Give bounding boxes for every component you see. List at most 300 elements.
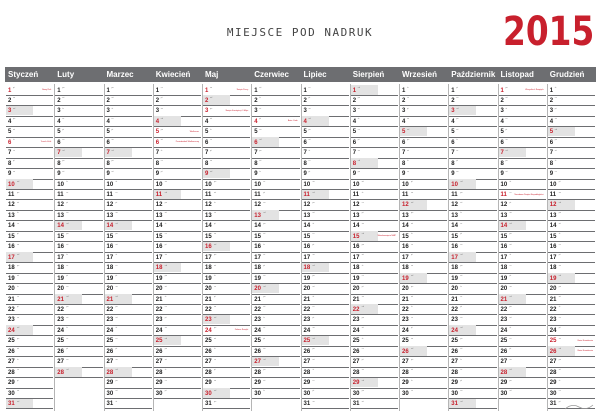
day-number[interactable]: 13 xyxy=(155,212,163,219)
day-number[interactable]: 22 xyxy=(8,306,15,313)
day-number[interactable]: 21 xyxy=(155,296,163,303)
day-number[interactable]: 17 xyxy=(451,254,458,261)
day-number[interactable]: 1 xyxy=(451,87,455,94)
day-number[interactable]: 10 xyxy=(57,181,64,188)
day-number[interactable]: 19 xyxy=(57,275,64,282)
day-number[interactable]: 23 xyxy=(303,317,311,324)
day-number[interactable]: 21 xyxy=(57,296,64,303)
day-number[interactable]: 6 xyxy=(451,139,455,146)
day-number[interactable]: 24 xyxy=(303,327,311,334)
day-number[interactable]: 27 xyxy=(155,359,163,366)
day-number[interactable]: 15 xyxy=(549,233,557,240)
day-number[interactable]: 4 xyxy=(57,118,61,125)
day-number[interactable]: 3 xyxy=(57,108,61,115)
day-number[interactable]: 5 xyxy=(500,129,504,136)
day-number[interactable]: 2 xyxy=(205,97,209,104)
day-number[interactable]: 2 xyxy=(549,97,554,104)
day-number[interactable]: 13 xyxy=(106,212,114,219)
day-number[interactable]: 2 xyxy=(254,97,258,104)
day-number[interactable]: 9 xyxy=(500,171,504,178)
day-number[interactable]: 3 xyxy=(8,108,12,115)
day-number[interactable]: 5 xyxy=(352,129,357,136)
day-number[interactable]: 11 xyxy=(254,192,261,198)
day-number[interactable]: 24 xyxy=(500,327,508,334)
day-number[interactable]: 26 xyxy=(155,348,163,355)
day-number[interactable]: 11 xyxy=(303,192,310,198)
day-number[interactable]: 17 xyxy=(254,254,261,261)
day-number[interactable]: 26 xyxy=(254,348,261,355)
day-number[interactable]: 16 xyxy=(303,244,311,251)
day-number[interactable]: 28 xyxy=(500,369,508,376)
day-number[interactable]: 18 xyxy=(205,265,212,272)
day-number[interactable]: 19 xyxy=(451,275,458,282)
day-number[interactable]: 23 xyxy=(500,317,508,324)
day-number[interactable]: 10 xyxy=(500,181,508,188)
day-number[interactable]: 1 xyxy=(549,87,554,94)
day-number[interactable]: 5 xyxy=(254,129,258,136)
day-number[interactable]: 12 xyxy=(106,202,114,209)
day-number[interactable]: 3 xyxy=(352,108,357,115)
day-number[interactable]: 10 xyxy=(303,181,311,188)
day-number[interactable]: 23 xyxy=(549,317,557,324)
day-number[interactable]: 18 xyxy=(500,265,508,272)
day-number[interactable]: 5 xyxy=(451,129,455,136)
day-number[interactable]: 16 xyxy=(352,244,360,251)
day-number[interactable]: 15 xyxy=(451,233,458,240)
day-number[interactable]: 18 xyxy=(303,265,311,272)
day-number[interactable]: 21 xyxy=(352,296,360,303)
day-number[interactable]: 12 xyxy=(254,202,261,209)
day-number[interactable]: 28 xyxy=(205,369,212,376)
day-number[interactable]: 11 xyxy=(205,192,212,198)
day-number[interactable]: 21 xyxy=(451,296,458,303)
day-number[interactable]: 31 xyxy=(451,401,458,407)
day-number[interactable]: 20 xyxy=(402,286,409,293)
day-number[interactable]: 30 xyxy=(155,390,163,397)
day-number[interactable]: 17 xyxy=(500,254,508,261)
day-number[interactable]: 25 xyxy=(303,338,311,345)
day-number[interactable]: 30 xyxy=(549,390,557,397)
day-number[interactable]: 22 xyxy=(155,306,163,313)
day-number[interactable]: 9 xyxy=(451,171,455,178)
day-number[interactable]: 13 xyxy=(451,212,458,219)
day-number[interactable]: 12 xyxy=(155,202,163,209)
day-number[interactable]: 7 xyxy=(8,150,12,157)
day-number[interactable]: 7 xyxy=(155,150,160,157)
day-number[interactable]: 9 xyxy=(402,171,406,178)
day-number[interactable]: 1 xyxy=(500,87,504,94)
day-number[interactable]: 18 xyxy=(549,265,557,272)
day-number[interactable]: 30 xyxy=(303,390,311,397)
day-number[interactable]: 22 xyxy=(57,306,64,313)
day-number[interactable]: 27 xyxy=(205,359,212,366)
day-number[interactable]: 17 xyxy=(402,254,409,261)
day-number[interactable]: 25 xyxy=(352,338,360,345)
day-number[interactable]: 8 xyxy=(303,160,307,167)
day-number[interactable]: 20 xyxy=(254,286,261,293)
day-number[interactable]: 9 xyxy=(106,171,110,178)
day-number[interactable]: 9 xyxy=(155,171,160,178)
day-number[interactable]: 11 xyxy=(451,192,458,198)
day-number[interactable]: 3 xyxy=(303,108,307,115)
day-number[interactable]: 11 xyxy=(352,192,360,198)
day-number[interactable]: 23 xyxy=(451,317,458,324)
day-number[interactable]: 24 xyxy=(402,327,409,334)
day-number[interactable]: 2 xyxy=(155,97,160,104)
day-number[interactable]: 20 xyxy=(155,286,163,293)
day-number[interactable]: 25 xyxy=(155,338,163,345)
day-number[interactable]: 24 xyxy=(352,327,360,334)
day-number[interactable]: 22 xyxy=(500,306,508,313)
day-number[interactable]: 10 xyxy=(254,181,261,188)
day-number[interactable]: 23 xyxy=(57,317,64,324)
day-number[interactable]: 9 xyxy=(8,171,12,178)
day-number[interactable]: 12 xyxy=(303,202,311,209)
day-number[interactable]: 22 xyxy=(106,306,114,313)
day-number[interactable]: 2 xyxy=(500,97,504,104)
day-number[interactable]: 27 xyxy=(303,359,311,366)
day-number[interactable]: 5 xyxy=(205,129,209,136)
day-number[interactable]: 2 xyxy=(451,97,455,104)
day-number[interactable]: 21 xyxy=(254,296,261,303)
day-number[interactable]: 25 xyxy=(8,338,15,345)
day-number[interactable]: 20 xyxy=(500,286,508,293)
day-number[interactable]: 26 xyxy=(303,348,311,355)
day-number[interactable]: 8 xyxy=(500,160,504,167)
day-number[interactable]: 26 xyxy=(205,348,212,355)
day-number[interactable]: 29 xyxy=(402,380,409,387)
day-number[interactable]: 25 xyxy=(106,338,114,345)
day-number[interactable]: 17 xyxy=(57,254,64,261)
day-number[interactable]: 24 xyxy=(451,327,458,334)
day-number[interactable]: 21 xyxy=(8,296,15,303)
day-number[interactable]: 30 xyxy=(500,390,508,397)
day-number[interactable]: 28 xyxy=(352,369,360,376)
day-number[interactable]: 21 xyxy=(500,296,508,303)
day-number[interactable]: 11 xyxy=(8,192,15,198)
day-number[interactable]: 5 xyxy=(57,129,61,136)
day-number[interactable]: 11 xyxy=(155,192,163,198)
day-number[interactable]: 1 xyxy=(57,87,61,94)
day-number[interactable]: 15 xyxy=(352,233,360,240)
day-number[interactable]: 24 xyxy=(549,327,557,334)
day-number[interactable]: 26 xyxy=(500,348,508,355)
day-number[interactable]: 30 xyxy=(451,390,458,397)
day-number[interactable]: 18 xyxy=(8,265,15,272)
day-number[interactable]: 7 xyxy=(106,150,110,157)
day-number[interactable]: 14 xyxy=(57,223,64,230)
day-number[interactable]: 19 xyxy=(8,275,15,282)
day-number[interactable]: 20 xyxy=(205,286,212,293)
day-number[interactable]: 17 xyxy=(205,254,212,261)
day-number[interactable]: 3 xyxy=(549,108,554,115)
day-number[interactable]: 24 xyxy=(155,327,163,334)
day-number[interactable]: 17 xyxy=(155,254,163,261)
day-number[interactable]: 28 xyxy=(549,369,557,376)
day-number[interactable]: 2 xyxy=(352,97,357,104)
day-number[interactable]: 19 xyxy=(155,275,163,282)
day-number[interactable]: 12 xyxy=(8,202,15,209)
day-number[interactable]: 23 xyxy=(205,317,212,324)
day-number[interactable]: 26 xyxy=(8,348,15,355)
day-number[interactable]: 24 xyxy=(106,327,114,334)
day-number[interactable]: 28 xyxy=(106,369,114,376)
day-number[interactable]: 18 xyxy=(155,265,163,272)
day-number[interactable]: 26 xyxy=(451,348,458,355)
day-number[interactable]: 20 xyxy=(303,286,311,293)
day-number[interactable]: 13 xyxy=(352,212,360,219)
day-number[interactable]: 4 xyxy=(155,118,160,125)
day-number[interactable]: 11 xyxy=(57,192,64,198)
day-number[interactable]: 17 xyxy=(352,254,360,261)
day-number[interactable]: 6 xyxy=(8,139,12,146)
day-number[interactable]: 12 xyxy=(205,202,212,209)
day-number[interactable]: 24 xyxy=(254,327,261,334)
day-number[interactable]: 7 xyxy=(549,150,554,157)
day-number[interactable]: 5 xyxy=(8,129,12,136)
day-number[interactable]: 8 xyxy=(155,160,160,167)
day-number[interactable]: 6 xyxy=(155,139,160,146)
day-number[interactable]: 26 xyxy=(549,348,557,355)
day-number[interactable]: 21 xyxy=(549,296,557,303)
day-number[interactable]: 1 xyxy=(8,87,12,94)
day-number[interactable]: 16 xyxy=(254,244,261,251)
day-number[interactable]: 8 xyxy=(205,160,209,167)
day-number[interactable]: 9 xyxy=(352,171,357,178)
day-number[interactable]: 18 xyxy=(254,265,261,272)
day-number[interactable]: 19 xyxy=(402,275,409,282)
day-number[interactable]: 14 xyxy=(106,223,114,230)
day-number[interactable]: 22 xyxy=(205,306,212,313)
day-number[interactable]: 19 xyxy=(106,275,114,282)
day-number[interactable]: 17 xyxy=(8,254,15,261)
day-number[interactable]: 12 xyxy=(57,202,64,209)
day-number[interactable]: 4 xyxy=(303,118,307,125)
day-number[interactable]: 19 xyxy=(500,275,508,282)
day-number[interactable]: 1 xyxy=(254,87,258,94)
day-number[interactable]: 29 xyxy=(205,380,212,387)
day-number[interactable]: 27 xyxy=(106,359,114,366)
day-number[interactable]: 14 xyxy=(451,223,458,230)
day-number[interactable]: 14 xyxy=(549,223,557,230)
day-number[interactable]: 22 xyxy=(451,306,458,313)
day-number[interactable]: 4 xyxy=(106,118,110,125)
day-number[interactable]: 13 xyxy=(500,212,508,219)
day-number[interactable]: 28 xyxy=(155,369,163,376)
day-number[interactable]: 8 xyxy=(254,160,258,167)
day-number[interactable]: 19 xyxy=(352,275,360,282)
day-number[interactable]: 7 xyxy=(205,150,209,157)
day-number[interactable]: 16 xyxy=(106,244,114,251)
day-number[interactable]: 1 xyxy=(205,87,209,94)
day-number[interactable]: 10 xyxy=(205,181,212,188)
day-number[interactable]: 19 xyxy=(205,275,212,282)
day-number[interactable]: 3 xyxy=(500,108,504,115)
day-number[interactable]: 18 xyxy=(402,265,409,272)
day-number[interactable]: 28 xyxy=(303,369,311,376)
day-number[interactable]: 13 xyxy=(402,212,409,219)
day-number[interactable]: 10 xyxy=(106,181,114,188)
day-number[interactable]: 8 xyxy=(8,160,12,167)
day-number[interactable]: 15 xyxy=(155,233,163,240)
day-number[interactable]: 3 xyxy=(402,108,406,115)
day-number[interactable]: 31 xyxy=(352,401,360,407)
day-number[interactable]: 9 xyxy=(254,171,258,178)
day-number[interactable]: 18 xyxy=(451,265,458,272)
day-number[interactable]: 23 xyxy=(402,317,409,324)
day-number[interactable]: 29 xyxy=(352,380,360,387)
day-number[interactable]: 29 xyxy=(500,380,508,387)
day-number[interactable]: 18 xyxy=(57,265,64,272)
day-number[interactable]: 18 xyxy=(106,265,114,272)
day-number[interactable]: 24 xyxy=(205,327,212,334)
day-number[interactable]: 4 xyxy=(254,118,258,125)
day-number[interactable]: 11 xyxy=(549,192,557,198)
day-number[interactable]: 1 xyxy=(155,87,160,94)
day-number[interactable]: 19 xyxy=(549,275,557,282)
day-number[interactable]: 30 xyxy=(352,390,360,397)
day-number[interactable]: 27 xyxy=(451,359,458,366)
day-number[interactable]: 30 xyxy=(402,390,409,397)
day-number[interactable]: 10 xyxy=(549,181,557,188)
day-number[interactable]: 9 xyxy=(303,171,307,178)
day-number[interactable]: 22 xyxy=(303,306,311,313)
day-number[interactable]: 7 xyxy=(352,150,357,157)
day-number[interactable]: 15 xyxy=(205,233,212,240)
day-number[interactable]: 21 xyxy=(205,296,212,303)
day-number[interactable]: 25 xyxy=(549,338,557,345)
day-number[interactable]: 2 xyxy=(402,97,406,104)
day-number[interactable]: 6 xyxy=(57,139,61,146)
day-number[interactable]: 14 xyxy=(155,223,163,230)
day-number[interactable]: 8 xyxy=(352,160,357,167)
day-number[interactable]: 3 xyxy=(155,108,160,115)
day-number[interactable]: 1 xyxy=(352,87,357,94)
day-number[interactable]: 15 xyxy=(254,233,261,240)
day-number[interactable]: 23 xyxy=(254,317,261,324)
day-number[interactable]: 4 xyxy=(451,118,455,125)
day-number[interactable]: 29 xyxy=(155,380,163,387)
day-number[interactable]: 1 xyxy=(402,87,406,94)
day-number[interactable]: 14 xyxy=(303,223,311,230)
day-number[interactable]: 11 xyxy=(106,192,113,198)
day-number[interactable]: 2 xyxy=(8,97,12,104)
day-number[interactable]: 31 xyxy=(106,401,114,407)
day-number[interactable]: 16 xyxy=(155,244,163,251)
day-number[interactable]: 13 xyxy=(205,212,212,219)
day-number[interactable]: 10 xyxy=(8,181,15,188)
day-number[interactable]: 6 xyxy=(402,139,406,146)
day-number[interactable]: 6 xyxy=(106,139,110,146)
day-number[interactable]: 27 xyxy=(549,359,557,366)
day-number[interactable]: 14 xyxy=(352,223,360,230)
day-number[interactable]: 23 xyxy=(352,317,360,324)
day-number[interactable]: 28 xyxy=(8,369,15,376)
day-number[interactable]: 17 xyxy=(106,254,114,261)
day-number[interactable]: 26 xyxy=(57,348,64,355)
day-number[interactable]: 25 xyxy=(402,338,409,345)
day-number[interactable]: 23 xyxy=(155,317,163,324)
day-number[interactable]: 25 xyxy=(254,338,261,345)
day-number[interactable]: 14 xyxy=(8,223,15,230)
day-number[interactable]: 4 xyxy=(549,118,554,125)
day-number[interactable]: 16 xyxy=(57,244,64,251)
day-number[interactable]: 4 xyxy=(402,118,406,125)
day-number[interactable]: 28 xyxy=(402,369,409,376)
day-number[interactable]: 5 xyxy=(106,129,110,136)
day-number[interactable]: 29 xyxy=(106,380,114,387)
day-number[interactable]: 9 xyxy=(549,171,554,178)
day-number[interactable]: 22 xyxy=(254,306,261,313)
day-number[interactable]: 14 xyxy=(500,223,508,230)
day-number[interactable]: 7 xyxy=(402,150,406,157)
day-number[interactable]: 6 xyxy=(254,139,258,146)
day-number[interactable]: 7 xyxy=(303,150,307,157)
day-number[interactable]: 15 xyxy=(8,233,15,240)
day-number[interactable]: 26 xyxy=(402,348,409,355)
day-number[interactable]: 5 xyxy=(303,129,307,136)
day-number[interactable]: 21 xyxy=(402,296,409,303)
day-number[interactable]: 15 xyxy=(57,233,64,240)
day-number[interactable]: 7 xyxy=(57,150,61,157)
day-number[interactable]: 7 xyxy=(254,150,258,157)
day-number[interactable]: 6 xyxy=(352,139,357,146)
day-number[interactable]: 10 xyxy=(352,181,360,188)
day-number[interactable]: 8 xyxy=(451,160,455,167)
day-number[interactable]: 13 xyxy=(8,212,15,219)
day-number[interactable]: 9 xyxy=(57,171,61,178)
day-number[interactable]: 4 xyxy=(500,118,504,125)
day-number[interactable]: 8 xyxy=(402,160,406,167)
day-number[interactable]: 14 xyxy=(402,223,409,230)
day-number[interactable]: 7 xyxy=(451,150,455,157)
day-number[interactable]: 6 xyxy=(303,139,307,146)
day-number[interactable]: 23 xyxy=(106,317,114,324)
day-number[interactable]: 6 xyxy=(205,139,209,146)
day-number[interactable]: 8 xyxy=(57,160,61,167)
day-number[interactable]: 15 xyxy=(402,233,409,240)
day-number[interactable]: 19 xyxy=(254,275,261,282)
day-number[interactable]: 30 xyxy=(106,390,114,397)
day-number[interactable]: 27 xyxy=(254,359,261,366)
day-number[interactable]: 22 xyxy=(352,306,360,313)
day-number[interactable]: 25 xyxy=(205,338,212,345)
day-number[interactable]: 6 xyxy=(549,139,554,146)
day-number[interactable]: 29 xyxy=(451,380,458,387)
day-number[interactable]: 6 xyxy=(500,139,504,146)
day-number[interactable]: 24 xyxy=(8,327,15,334)
day-number[interactable]: 21 xyxy=(106,296,114,303)
day-number[interactable]: 14 xyxy=(254,223,261,230)
day-number[interactable]: 12 xyxy=(451,202,458,209)
day-number[interactable]: 15 xyxy=(303,233,311,240)
day-number[interactable]: 16 xyxy=(402,244,409,251)
day-number[interactable]: 3 xyxy=(451,108,455,115)
day-number[interactable]: 19 xyxy=(303,275,311,282)
day-number[interactable]: 26 xyxy=(106,348,114,355)
day-number[interactable]: 1 xyxy=(303,87,307,94)
day-number[interactable]: 29 xyxy=(254,380,261,387)
day-number[interactable]: 20 xyxy=(451,286,458,293)
day-number[interactable]: 3 xyxy=(254,108,258,115)
day-number[interactable]: 11 xyxy=(500,192,507,198)
day-number[interactable]: 25 xyxy=(451,338,458,345)
day-number[interactable]: 14 xyxy=(205,223,212,230)
day-number[interactable]: 9 xyxy=(205,171,209,178)
day-number[interactable]: 16 xyxy=(500,244,508,251)
day-number[interactable]: 12 xyxy=(549,202,557,209)
day-number[interactable]: 30 xyxy=(205,390,212,397)
